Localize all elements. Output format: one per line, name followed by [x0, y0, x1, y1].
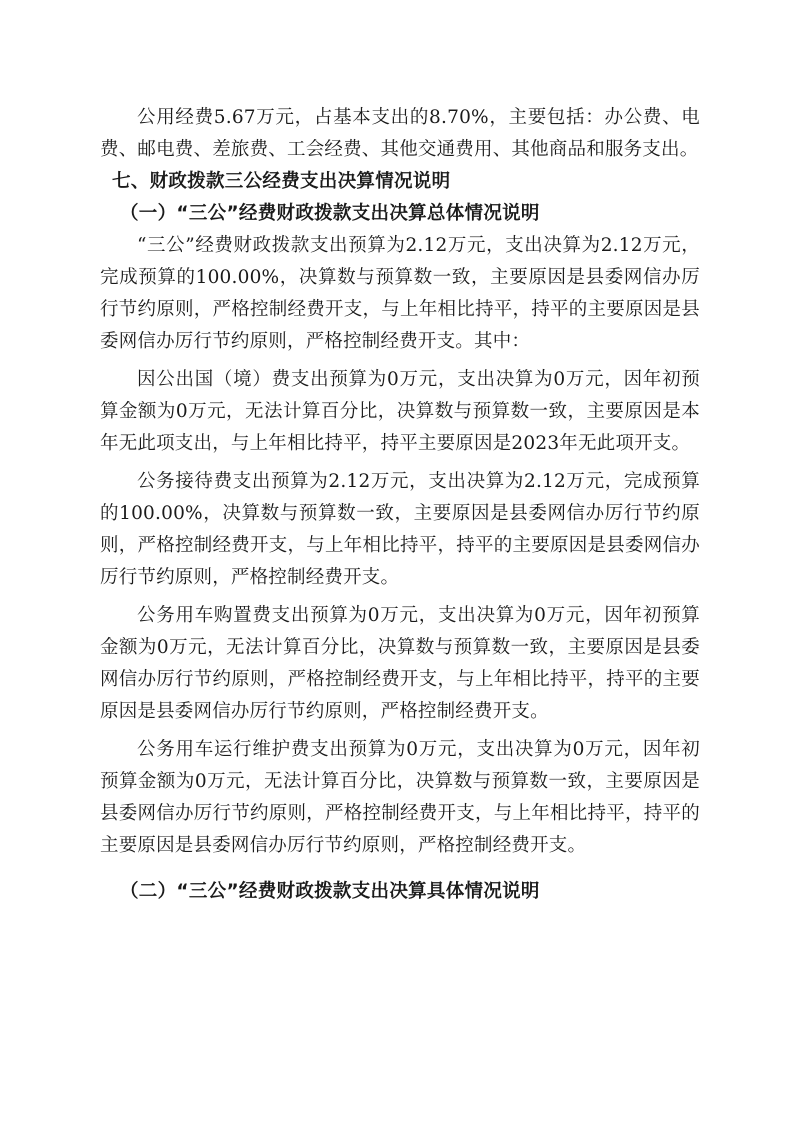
subsection-heading-overall: （一）“三公”经费财政拨款支出决算总体情况说明 — [120, 203, 540, 224]
paragraph-overall-expenses: “三公”经费财政拨款支出预算为2.12万元，支出决算为2.12万元，完成预算的100.00%，决算数与预算数一致，主要原因是县委网信办厉行节约原则，严格控制经费开支，与上年相比持平，持平的主要原因是县委网信办厉行节约原则，严格控制经费开支。其中： — [100, 235, 700, 352]
paragraph-abroad-expenses: 因公出国（境）费支出预算为0万元，支出决算为0万元，因年初预算金额为0万元，无法计算百分比，决算数与预算数一致，主要原因是本年无此项支出，与上年相比持平，持平主要原因是2023年无此项开支。 — [100, 369, 700, 454]
paragraph-reception-expenses: 公务接待费支出预算为2.12万元，支出决算为2.12万元，完成预算的100.00%，决算数与预算数一致，主要原因是县委网信办厉行节约原则，严格控制经费开支，与上年相比持平，持平的主要原因是县委网信办厉行节约原则，严格控制经费开支。 — [100, 471, 700, 588]
document-body — [100, 102, 700, 908]
paragraph-public-funds: 公用经费5.67万元，占基本支出的8.70%，主要包括：办公费、电费、邮电费、差旅费、工会经费、其他交通费用、其他商品和服务支出。 — [100, 107, 700, 160]
section-heading-three-public-expenses: 七、财政拨款三公经费支出决算情况说明 — [112, 171, 451, 192]
paragraph-vehicle-purchase: 公务用车购置费支出预算为0万元，支出决算为0万元，因年初预算金额为0万元，无法计算百分比，决算数与预算数一致，主要原因是县委网信办厉行节约原则，严格控制经费开支，与上年相比持平，持平的主要原因是县委网信办厉行节约原则，严格控制经费开支。 — [100, 605, 700, 722]
subsection-heading-detailed: （二）“三公”经费财政拨款支出决算具体情况说明 — [120, 881, 540, 902]
paragraph-vehicle-operation: 公务用车运行维护费支出预算为0万元，支出决算为0万元，因年初预算金额为0万元，无法计算百分比，决算数与预算数一致，主要原因是县委网信办厉行节约原则，严格控制经费开支，与上年相比持平，持平的主要原因是县委网信办厉行节约原则，严格控制经费开支。 — [100, 739, 700, 856]
